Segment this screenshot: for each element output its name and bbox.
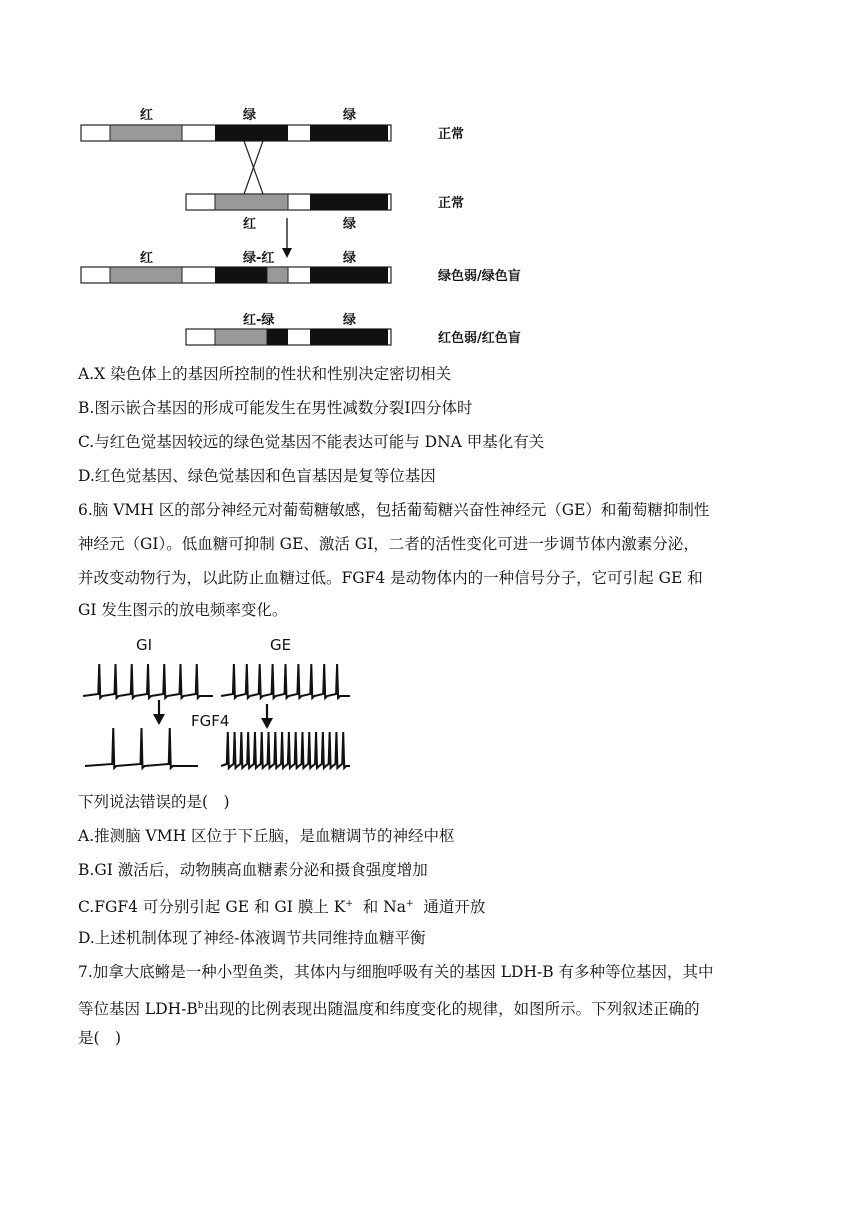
q6-question: 下列说法错误的是( ): [78, 793, 230, 811]
q5-option-d: D.红色觉基因、绿色觉基因和色盲基因是复等位基因: [78, 467, 436, 485]
label-green-red-row3: 绿-红: [243, 251, 275, 266]
q6-stem-line2: 神经元（GI）。低血糖可抑制 GE、激活 GI，二者的活性变化可进一步调节体内激素分泌，: [78, 535, 699, 553]
arrow-head: [282, 248, 292, 258]
na-charge: +: [405, 899, 414, 909]
q7-stem-line1: 7.加拿大底鳉是一种小型鱼类，其体内与细胞呼吸有关的基因 LDH-B 有多种等位基因，其中: [78, 963, 714, 981]
green-part-hybrid-row3: [215, 267, 267, 283]
row4-status: 红色弱/红色盲: [438, 331, 521, 346]
ge-label: GE: [270, 636, 292, 654]
ldh-allele-superscript: b: [197, 1001, 204, 1011]
gi-arrow-head: [153, 714, 165, 725]
label-green-row4: 绿: [343, 313, 357, 328]
q7-stem-line2: [78, 996, 778, 1019]
q6-option-a: A.推测脑 VMH 区位于下丘脑，是血糖调节的神经中枢: [78, 827, 455, 845]
row3-status: 绿色弱/绿色盲: [438, 269, 521, 284]
q6-option-c-pre: C.FGF4 可分别引起 GE 和 GI 膜上 K: [78, 898, 346, 916]
k-charge: +: [345, 899, 353, 909]
q6-stem-line1: 6.脑 VMH 区的部分神经元对葡萄糖敏感，包括葡萄糖兴奋性神经元（GE）和葡萄糖抑制性: [78, 501, 710, 519]
ge-trace-before: [221, 664, 350, 698]
q5-option-c: C.与红色觉基因较远的绿色觉基因不能表达可能与 DNA 甲基化有关: [78, 433, 545, 451]
red-part-hybrid-row4: [215, 329, 267, 345]
red-gene-row2: [215, 194, 288, 210]
firing-rate-figure: [78, 632, 368, 782]
q6-option-d: D.上述机制体现了神经-体液调节共同维持血糖平衡: [78, 929, 426, 947]
q6-option-b: B.GI 激活后，动物胰高血糖素分泌和摄食强度增加: [78, 861, 428, 879]
q7-stem-line2-pre: 等位基因 LDH-B: [78, 1000, 198, 1018]
gi-trace-after: [85, 728, 198, 768]
label-red-green-row4: 红-绿: [243, 313, 275, 328]
green-gene-row1b: [310, 125, 388, 141]
label-green-row3: 绿: [343, 251, 357, 266]
q5-option-a: A.X 染色体上的基因所控制的性状和性别决定密切相关: [78, 365, 452, 383]
label-green-row1b: 绿: [343, 108, 357, 123]
green-gene-row3: [310, 267, 388, 283]
q6-stem-line3: 并改变动物行为，以此防止血糖过低。FGF4 是动物体内的一种信号分子，它可引起 GE 和: [78, 569, 703, 587]
q7-stem-line3: 是( ): [78, 1029, 122, 1047]
gi-label: GI: [136, 636, 153, 654]
green-part-hybrid-row4: [267, 329, 288, 345]
red-gene-row3: [110, 267, 182, 283]
red-gene-row1: [110, 125, 182, 141]
label-red-row2: 红: [243, 217, 257, 232]
ge-arrow-head: [261, 718, 273, 729]
row1-status: 正常: [438, 127, 465, 142]
gi-trace-before: [83, 664, 213, 698]
gene-crossover-figure: [78, 100, 548, 352]
q6-stem-line4: GI 发生图示的放电频率变化。: [78, 601, 288, 619]
q6-option-c-post: 通道开放: [413, 898, 486, 916]
label-red-row3: 红: [140, 251, 154, 266]
q6-option-c-mid: 和 Na: [352, 898, 406, 916]
q6-option-c: [78, 894, 778, 917]
fgf4-label: FGF4: [191, 712, 230, 730]
green-gene-row2: [310, 194, 388, 210]
label-green-row2: 绿: [343, 217, 357, 232]
row2-status: 正常: [438, 196, 465, 211]
ge-trace-after: [221, 732, 350, 768]
label-red-row1: 红: [140, 108, 154, 123]
red-part-hybrid-row3: [267, 267, 288, 283]
green-gene-row1a: [215, 125, 288, 141]
label-green-row1a: 绿: [243, 108, 257, 123]
q7-stem-line2-post: 出现的比例表现出随温度和纬度变化的规律，如图所示。下列叙述正确的: [203, 1000, 700, 1018]
q5-option-b: B.图示嵌合基因的形成可能发生在男性减数分裂Ⅰ四分体时: [78, 399, 473, 417]
green-gene-row4: [310, 329, 388, 345]
